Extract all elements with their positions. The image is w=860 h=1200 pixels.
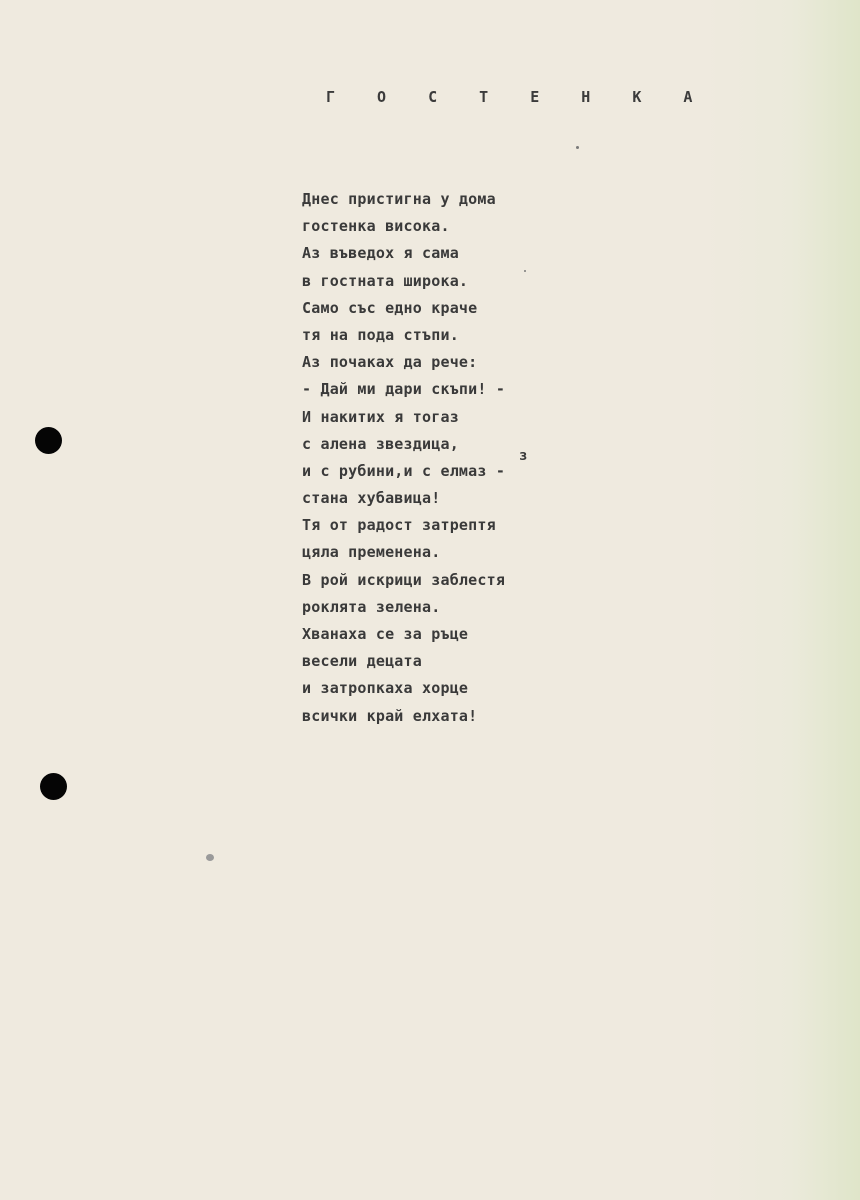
poem-line: и с рубини,и с елмаз - [302, 461, 506, 480]
poem-line: весели децата [302, 652, 422, 671]
poem-line: Днес пристигна у дома [302, 190, 496, 208]
poem-line: цяла пременена. [302, 543, 441, 562]
poem-title: Г О С Т Е Н К А [326, 88, 709, 106]
poem-line: Аз въведох я сама [302, 244, 459, 263]
poem-line: Само със едно краче [302, 298, 478, 317]
poem-line: Хванаха се за ръце [302, 625, 469, 643]
poem-line: В рой искрици заблестя [302, 570, 506, 589]
poem-line: роклята зелена. [302, 597, 441, 616]
ink-speck [576, 146, 579, 149]
poem-line: гостенка висока. [302, 217, 450, 236]
typed-correction-mark: з [519, 448, 528, 464]
poem-line: всички край елхата! [302, 706, 478, 725]
poem-line: - Дай ми дари скъпи! - [302, 380, 506, 399]
poem-line: тя на пода стъпи. [302, 325, 459, 344]
punch-hole [40, 773, 67, 800]
ink-speck [206, 854, 214, 861]
poem-line: И накитих я тогаз [302, 407, 459, 426]
poem-body [302, 186, 505, 730]
poem-line: стана хубавица! [302, 489, 441, 508]
punch-hole [35, 427, 62, 454]
poem-line: и затропкаха хорце [302, 679, 469, 698]
poem-line: Аз почаках да рече: [302, 353, 478, 372]
poem-line: Тя от радост затрептя [302, 516, 496, 535]
poem-line: с алена звездица, [302, 434, 459, 453]
ink-speck [524, 270, 526, 272]
poem-line: в гостната широка. [302, 271, 469, 290]
